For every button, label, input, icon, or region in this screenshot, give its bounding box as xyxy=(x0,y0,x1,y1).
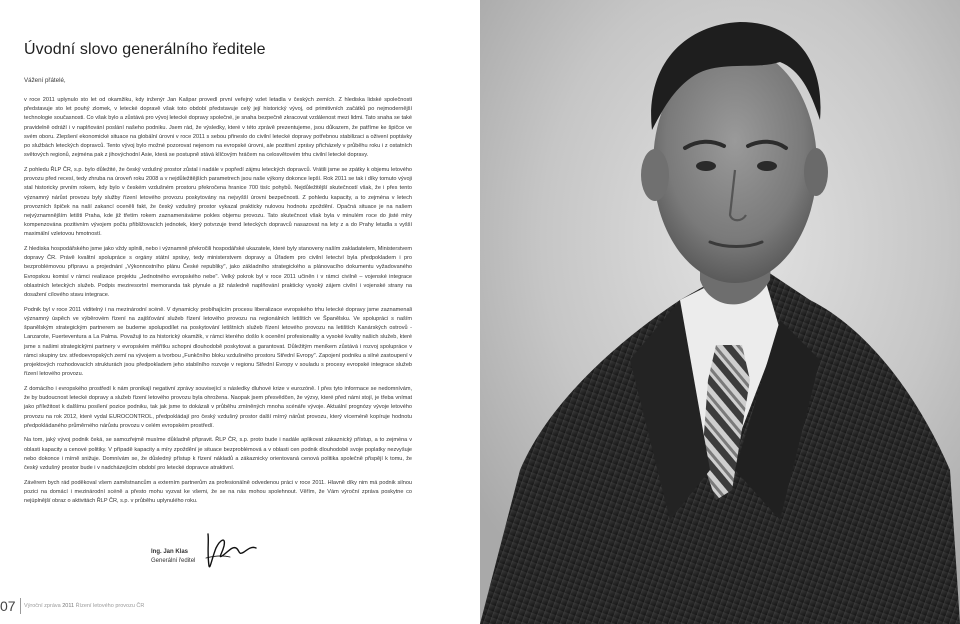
left-eye xyxy=(696,161,716,171)
footer-label xyxy=(24,603,144,609)
page-title: Úvodní slovo generálního ředitele xyxy=(24,40,266,58)
paragraph: Z pohledu ŘLP ČR, s.p. bylo důležité, že český vzdušný prostor zůstal i nadále v popředí zájmu leteckých dopravců. Vrátili jsme se zpátky k objemu letového provozu před recesí, tedy zhruba na úroveň roku 2008 a v nejdůležitějších parametrech jsou naše výkony dokonce lepší. Rok 2011 se tak i díky tomuto vývoji stal historicky prvním rokem, kdy bylo v českém vzdušném prostoru překročena hranice 700 tisíc pohybů. Nejdůležitější skutečností však, že i přes tento významný nárůst provozu byly služby řízení letového provozu poskytovány na nejvyšší úrovni bezpečnosti. Z pohledu kapacity, a to zejména v letech provozních špiček na naší zakancí oceněli fakt, že český vzdušný prostor vykazal prakticky nulovou hodnotu zpoždění. Opačná situace je na našem nejvýznamnějším letišti Praha, kde již třetím rokem zaznamenáváme pokles objemu provozu. Tato skutečnost však byla v minulém roce do jisté míry kompenzována pozitivním vývojem počtu přibližovacích jednotek, který potvrzuje trend leteckých dopravců nasazovat na lety z a do Prahy letadla s vyšší maximální vzletovou hmotností. xyxy=(24,166,412,238)
paragraph: Z domácího i evropského prostředí k nám pronikají negativní zprávy související s následky dluhové krize v eurozóně. I přes tyto informace se nedomnívám, že by budoucnost letecké dopravy a služeb řízení letového provozu byla ohrožena. Naopak jsem přesvědčen, že výzvy, které před námi stojí, je třeba vnímat jako příležitost k dalšímu posílení pozice podniku, tak jak jsme to dokázali v průběhu zmíněných mnoha scénáře vývoje. Aktuální prognózy vývoje letového provozu na rok 2012, které vydal EUROCONTROL, předpokládají pro český vzdušný prostor další mírný nárůst provozu, který víceméně kopíruje hodnotu předpokládaného průměrného nárůstu provozu v celém evropském prostředí. xyxy=(24,385,412,429)
right-page-photo xyxy=(480,0,960,624)
right-eye xyxy=(757,161,777,171)
organization-name: Řízení letového provozu ČR xyxy=(75,603,145,609)
page-number: 07 xyxy=(0,598,16,614)
handwritten-signature xyxy=(200,528,260,574)
signatory-role: Generální ředitel xyxy=(151,557,196,564)
signature-block xyxy=(151,548,195,565)
footer-divider xyxy=(20,598,21,614)
greeting: Vážení přátelé, xyxy=(24,77,66,84)
paragraph: Podnik byl v roce 2011 viditelný i na mezinárodní scéně. V dynamicky probíhajícím procesu liberalizace evropského trhu letecké dopravy jsme zaznamenali významný úspěch ve výběrovém řízení na zajišťování služeb řízení letového provozu na regionálních letištích ve Španělsku. Ve spolupráci s naším španělským strategickým partnerem se budeme spolupodílet na poskytování letištních služeb řízení letového provozu na letištích Kanárských ostrovů - Lanzarote, Fuerteventura a La Palma. Považuji to za historický okamžik, v rámci kterého došlo k ocenění profesionality a vysoké kvality našich služeb, které jsme s našimi strategickými partnery v evropském měřítku schopni dlouhodobě poskytovat a garantovat. Důležitým meníkem zůstává i rozvoj spolupráce v rámci skupiny tzv. středoevropských zemí na vývojem a tvorbou „Funkčního bloku vzdušného prostoru Střední Evropy". Zapojení podniku a silné zastoupení v projektových rozhodovacích strukturách jsou předpokladem jeho stabilního rozvoje v regionu Střední Evropy v souladu s procesy evropské integrace služeb řízení letového provozu. xyxy=(24,306,412,378)
portrait-photo xyxy=(480,0,960,624)
left-ear xyxy=(641,149,669,201)
report-year: 2011 xyxy=(62,603,75,609)
letter-body xyxy=(24,96,412,512)
paragraph: Závěrem bych rád poděkoval všem zaměstnancům a externím partnerům za profesionálně odvedenou práci v roce 2011. Hlavně díky nim má podnik silnou pozici na domácí i mezinárodní scéně a přesto mohu vyzvat ke všemi, že se na nás mohou spolehnout. Věřím, že Vám výroční zpráva poskytne co nejúplnější obraz o aktivitách ŘLP ČR, s.p. v průběhu uplynulého roku. xyxy=(24,479,412,505)
report-label: Výroční zpráva xyxy=(24,603,61,609)
right-ear xyxy=(804,148,828,196)
paragraph: Na tom, jaký vývoj podnik čeká, se samozřejmě musíme důkladně připravit. ŘLP ČR, s.p. proto bude i nadále aplikovat zákaznický přístup, a to zejména v oblasti kapacity a cenové politiky. V případě kapacity a míry zpoždění je situace bezproblémová a v oblasti cen podnik dlouhodobě svoje poplatky nezvyšuje nebo dokonce i mírně snižuje. Domnívám se, že důsledný přístup k řízení nákladů a zákaznicky orientovaná cenová politika společně přispějí k tomu, že český vzdušný prostor bude i v nadcházejícím období pro letecké dopravce atraktivní. xyxy=(24,437,412,472)
paragraph: v roce 2011 uplynulo sto let od okamžiku, kdy inženýr Jan Kašpar provedl první veřejný vzlet letadla v českých zemích. Z hlediska lidské společnosti představuje sto let pouhý zlomek, v letecké dopravě však toto období představuje celý její historický vývoj, od primitivních začátků po nejmodernější technologie současnosti. Co však bylo a zůstává pro vývoj letecké dopravy společné, je snaha bezpečně zkracovat vzdálenost mezi lidmi. Tato snaha se také pravidelně odráží i v naplňování poslání našeho podniku. Jsem rád, že výsledky, které v této zprávě prezentujeme, jsou důkazem, že patříme ke špičce ve svém oboru. Zlepšení ekonomické situace na globální úrovni v roce 2011 s sebou přineslo do civilní letecké dopravy potřebnou stabilizaci a oživení poptávky po službách leteckých dopravců. Tento vývoj bylo možné pozorovat nejenom na evropské úrovni, ale pozitivní zprávy přicházely v průběhu roku i z ostatních světových regionů, zejména pak z jihovýchodní Asie, která se postupně stává klíčovým hráčem na celosvětovém trhu civilní letecké dopravy. xyxy=(24,97,412,159)
paragraph: Z hlediska hospodářského jsme jako vždy splnili, nebo i významně překročili hospodářské ukazatele, které byly stanoveny naším zakladatelem, Ministerstvem dopravy ČR. Právě kvalitní spolupráce s orgány státní správy, tedy ministerstvem dopravy a Úřadem pro civilní letectví byla předpokladem i pro bezproblémovou přípravu a projednání „Výkonnostního plánu České republiky", jako základního strategického a plánovacího dokumentu vyžadovaného Evropskou komisí v rámci realizace projektu „Jednotného evropského nebe". Velký pokrok byl v roce 2011 učiněn i v rámci civilně – vojenské integrace oblastních leteckých služeb. Podpis meziresortní memoranda tak plynule a již následně naplňování prakticky vysoký zájem civilní i vojenské strany na dosažení cílového stavu integrace. xyxy=(24,246,412,299)
signatory-name: Ing. Jan Klas xyxy=(151,549,189,555)
